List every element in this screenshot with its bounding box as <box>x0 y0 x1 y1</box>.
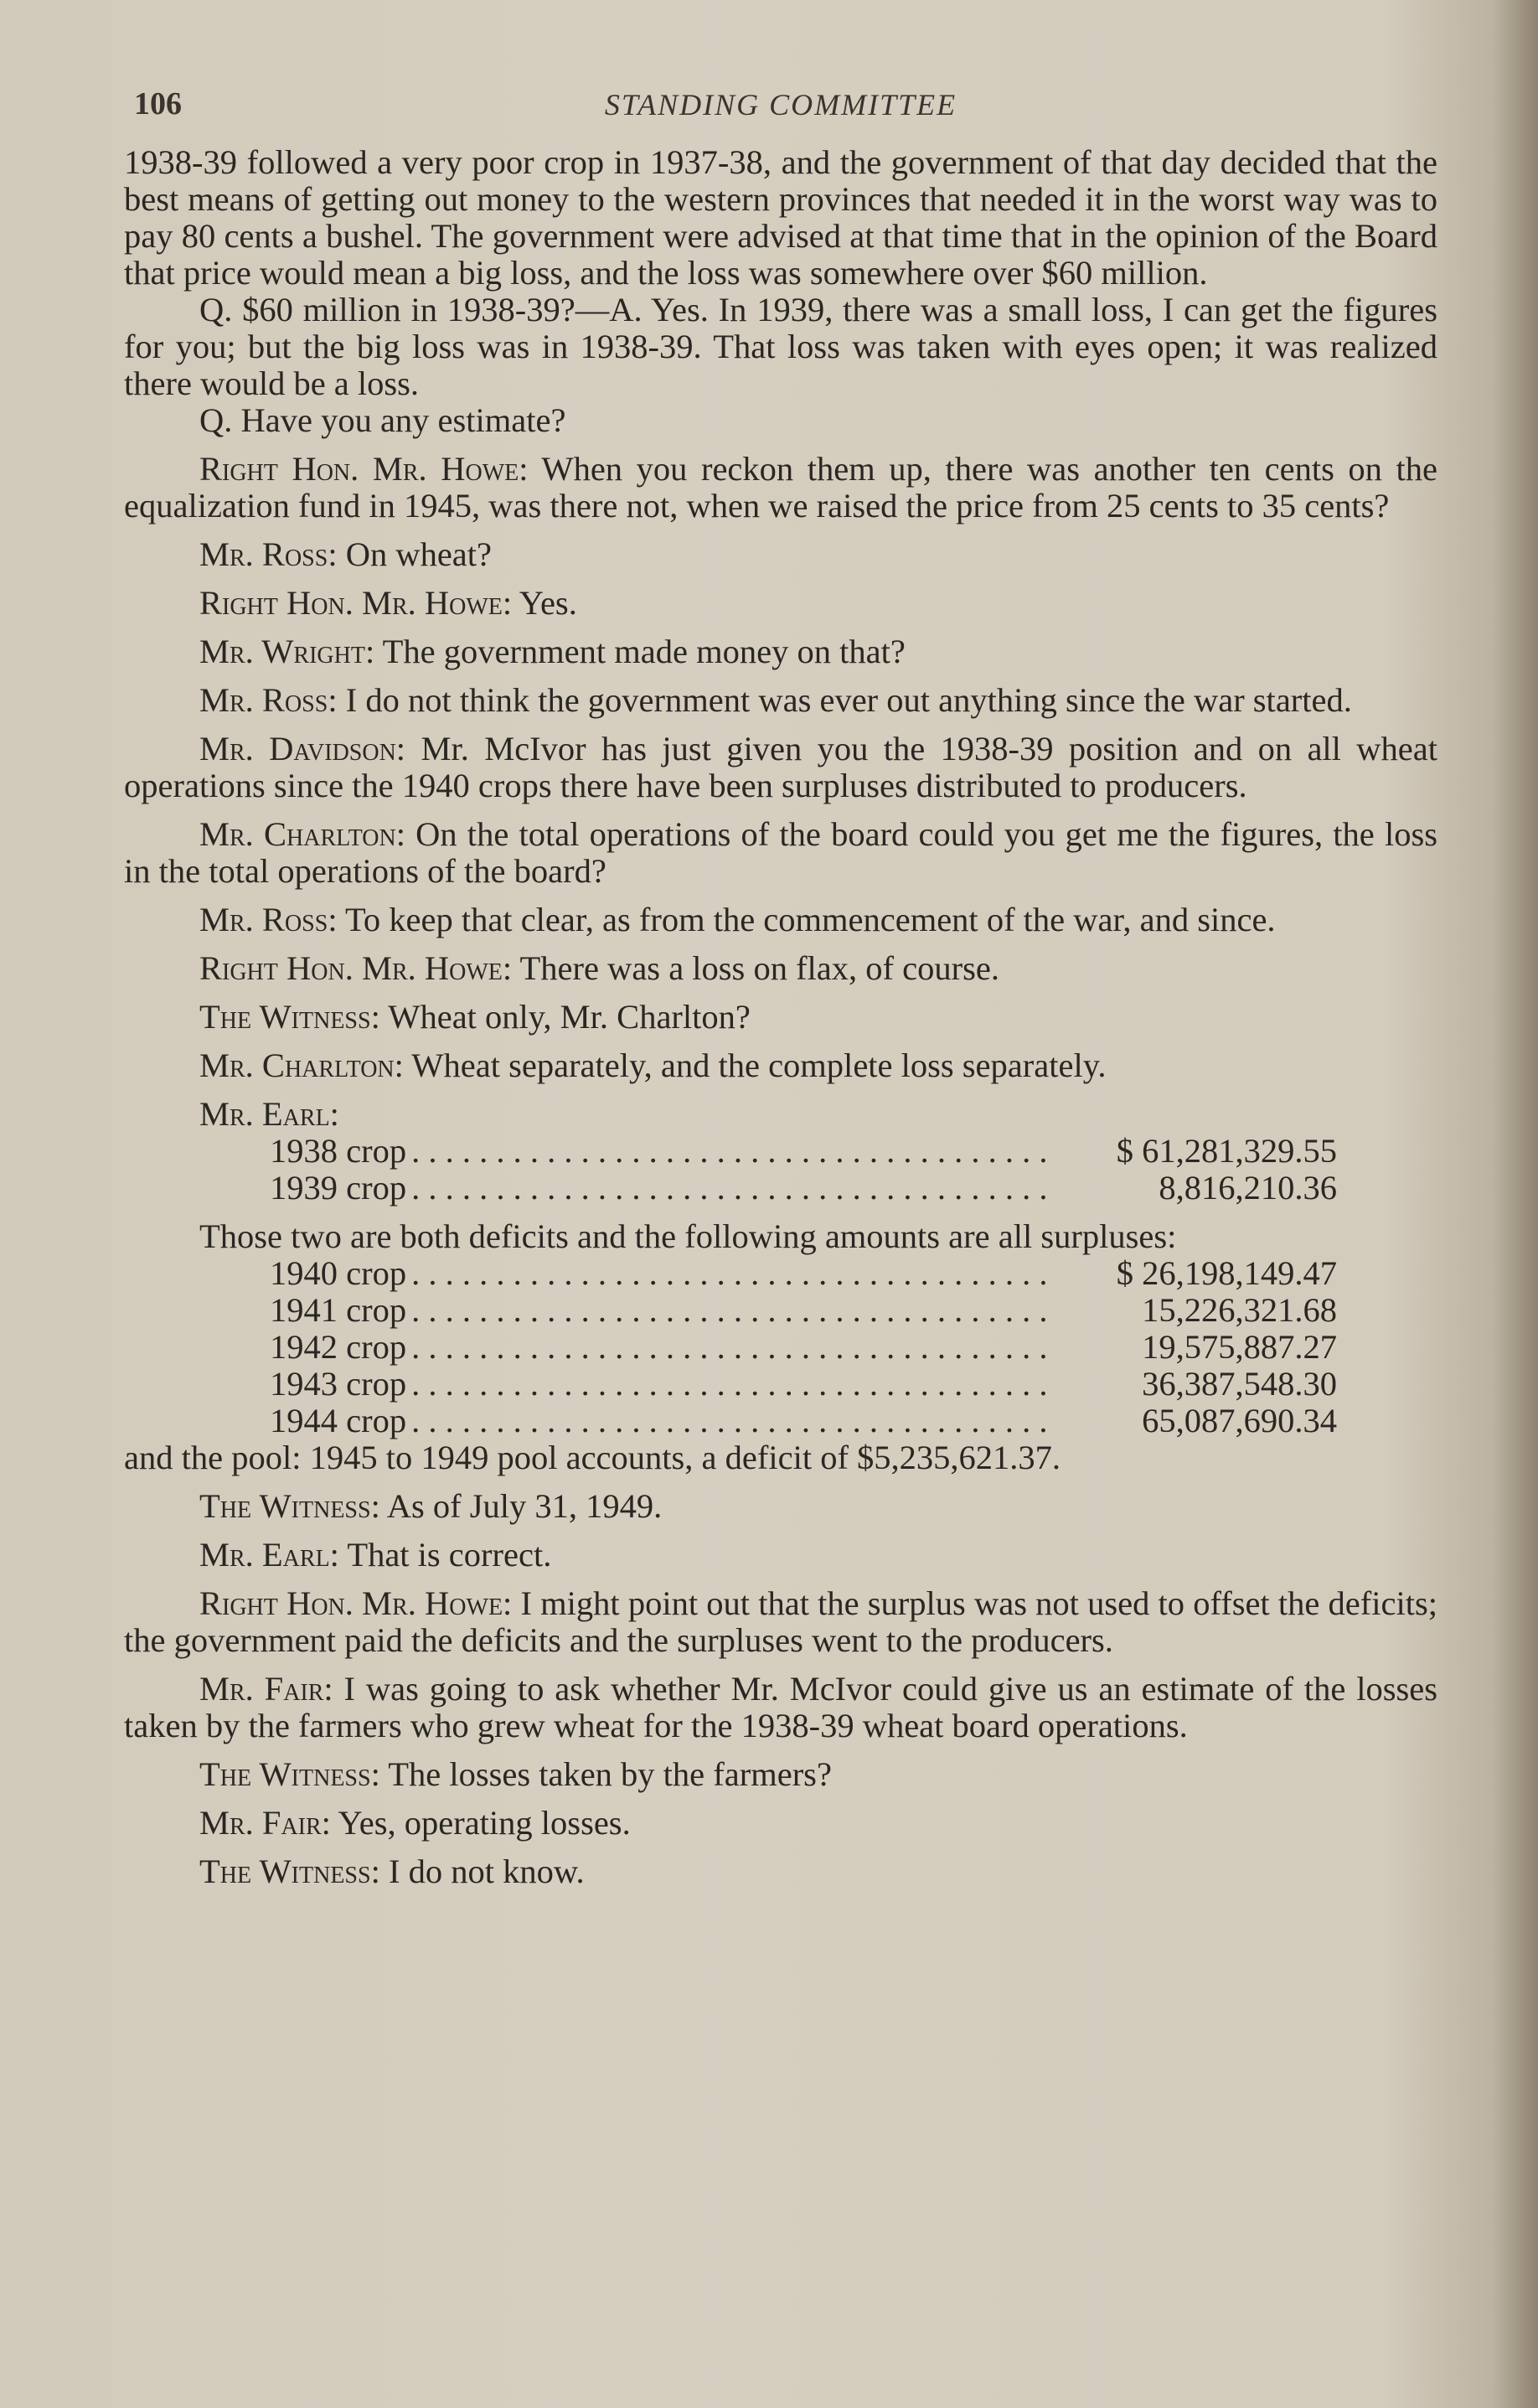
page-number: 106 <box>134 86 182 121</box>
surpluses-table <box>270 1255 1337 1439</box>
leader-dots <box>411 1133 1055 1170</box>
speech: I might point out that the surplus was not used to offset the deficits; the government paid the deficits and the surpluses went to the producers. <box>124 1584 1437 1659</box>
speech: Wheat only, Mr. Charlton? <box>379 998 751 1036</box>
ledger-row <box>270 1170 1337 1207</box>
crop-label: 1941 crop <box>270 1291 407 1329</box>
ledger-row <box>270 1292 1337 1329</box>
paragraph <box>124 1805 1437 1842</box>
paragraph <box>124 585 1437 622</box>
paragraph <box>124 1096 1437 1133</box>
speech: There was a loss on flax, of course. <box>512 949 999 987</box>
speech: As of July 31, 1949. <box>379 1487 663 1525</box>
speaker: The Witness: <box>199 1755 380 1793</box>
paragraph <box>124 999 1437 1036</box>
ledger-row <box>270 1255 1337 1292</box>
speaker: Mr. Fair: <box>199 1804 331 1842</box>
crop-amount: 8,816,210.36 <box>1159 1169 1337 1207</box>
deficits-table <box>270 1133 1337 1207</box>
paragraph <box>124 1537 1437 1573</box>
crop-amount: 19,575,887.27 <box>1142 1328 1337 1366</box>
page-body <box>124 144 1437 1890</box>
paragraph <box>124 1585 1437 1659</box>
ledger-row <box>270 1329 1337 1366</box>
paragraph <box>124 682 1437 719</box>
speech: That is correct. <box>338 1536 552 1573</box>
speech: Yes, operating losses. <box>330 1804 631 1842</box>
paragraph: 1938-39 followed a very poor crop in 1937-38, and the government of that day decided that the best means of getting out money to the western provinces that needed it in the worst way was to pay 80 cents a bushel. The government were advised at that time that in the opinion of the Board that price would mean a big loss, and the loss was somewhere over $60 million. <box>124 143 1437 292</box>
speech: The government made money on that? <box>374 633 906 670</box>
crop-label: 1939 crop <box>270 1169 407 1207</box>
paragraph <box>124 902 1437 938</box>
speaker: Right Hon. Mr. Howe: <box>199 584 513 622</box>
leader-dots <box>411 1403 1055 1439</box>
paragraph: and the pool: 1945 to 1949 pool accounts, a deficit of $5,235,621.37. <box>124 1439 1061 1476</box>
paragraph <box>124 1488 1437 1525</box>
speech: I do not know. <box>379 1853 585 1890</box>
paragraph <box>124 950 1437 987</box>
speaker: Right Hon. Mr. Howe: <box>199 450 529 488</box>
speech: Mr. McIvor has just given you the 1938-39 position and on all wheat operations since the 1940 crops there have been surpluses distributed to producers. <box>124 730 1437 804</box>
speech: When you reckon them up, there was another ten cents on the equalization fund in 1945, was there not, when we raised the price from 25 cents to 35 cents? <box>124 450 1437 524</box>
speaker: Mr. Ross: <box>199 901 338 938</box>
paragraph <box>124 1853 1437 1890</box>
leader-dots <box>411 1366 1055 1403</box>
ledger-row <box>270 1133 1337 1170</box>
speech: I do not think the government was ever out anything since the war started. <box>337 681 1352 719</box>
crop-amount: 65,087,690.34 <box>1142 1402 1337 1439</box>
ledger-row <box>270 1366 1337 1403</box>
speaker: Mr. Earl: <box>199 1095 339 1133</box>
paragraph <box>124 536 1437 573</box>
speaker: Right Hon. Mr. Howe: <box>199 1584 513 1622</box>
paragraph: Those two are both deficits and the following amounts are all surpluses: <box>199 1217 1177 1255</box>
speech: To keep that clear, as from the commencement of the war, and since. <box>337 901 1276 938</box>
speaker: The Witness: <box>199 1853 380 1890</box>
speaker: The Witness: <box>199 1487 380 1525</box>
speaker: Mr. Davidson: <box>199 730 406 767</box>
speech: I was going to ask whether Mr. McIvor could give us an estimate of the losses taken by the farmers who grew wheat for the 1938-39 wheat board operations. <box>124 1670 1437 1744</box>
leader-dots <box>411 1255 1055 1292</box>
crop-label: 1942 crop <box>270 1328 407 1366</box>
paragraph <box>124 451 1437 524</box>
speaker: Mr. Wright: <box>199 633 375 670</box>
crop-label: 1940 crop <box>270 1254 407 1292</box>
speech: Wheat separately, and the complete loss separately. <box>403 1046 1107 1084</box>
speaker: Mr. Charlton: <box>199 1046 404 1084</box>
speaker: Mr. Earl: <box>199 1536 339 1573</box>
speaker: Mr. Fair: <box>199 1670 333 1708</box>
crop-amount: $ 61,281,329.55 <box>1116 1132 1337 1170</box>
paragraph <box>124 1756 1437 1793</box>
speech: The losses taken by the farmers? <box>379 1755 832 1793</box>
leader-dots <box>411 1329 1055 1366</box>
running-head: STANDING COMMITTEE <box>604 88 957 121</box>
speaker: Right Hon. Mr. Howe: <box>199 949 513 987</box>
speech: On wheat? <box>337 535 493 573</box>
crop-label: 1943 crop <box>270 1365 407 1403</box>
leader-dots <box>411 1292 1055 1329</box>
leader-dots <box>411 1170 1055 1207</box>
crop-amount: 36,387,548.30 <box>1142 1365 1337 1403</box>
paragraph: Q. Have you any estimate? <box>199 401 566 439</box>
paragraph <box>124 816 1437 890</box>
crop-label: 1938 crop <box>270 1132 407 1170</box>
crop-label: 1944 crop <box>270 1402 407 1439</box>
speech: On the total operations of the board could you get me the figures, the loss in the total operations of the board? <box>124 815 1437 890</box>
speaker: Mr. Ross: <box>199 535 338 573</box>
paragraph <box>124 1047 1437 1084</box>
crop-amount: 15,226,321.68 <box>1142 1291 1337 1329</box>
paragraph <box>124 731 1437 804</box>
speaker: The Witness: <box>199 998 380 1036</box>
speech: Yes. <box>512 584 577 622</box>
speaker: Mr. Ross: <box>199 681 338 719</box>
speaker: Mr. Charlton: <box>199 815 405 853</box>
paragraph <box>124 1671 1437 1744</box>
paragraph: Q. $60 million in 1938-39?—A. Yes. In 1939, there was a small loss, I can get the figures for you; but the big loss was in 1938-39. That loss was taken with eyes open; it was realized there would be a loss. <box>124 291 1437 402</box>
page-header <box>124 77 1437 127</box>
paragraph <box>124 633 1437 670</box>
crop-amount: $ 26,198,149.47 <box>1116 1254 1337 1292</box>
ledger-row <box>270 1403 1337 1439</box>
